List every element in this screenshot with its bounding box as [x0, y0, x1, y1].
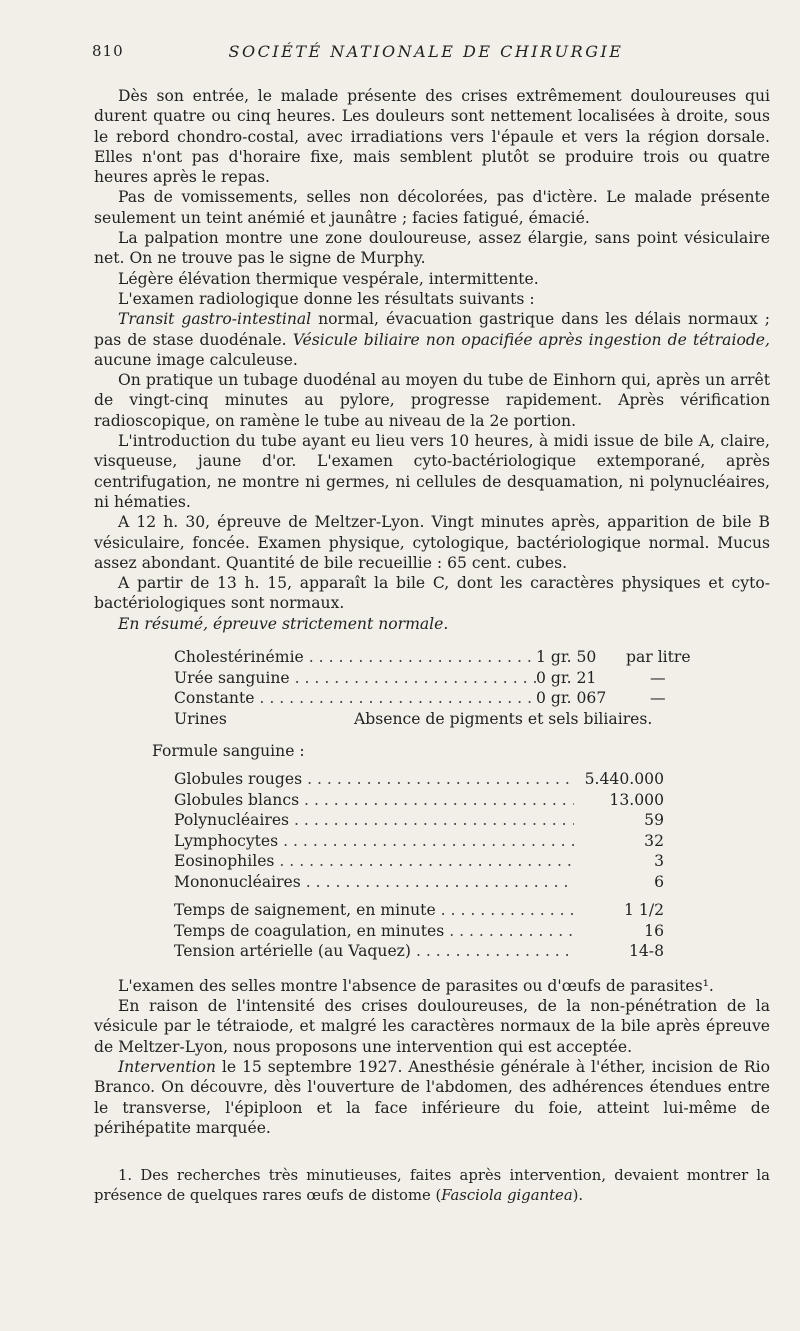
lab-label: Urines	[174, 709, 227, 728]
lab-results	[94, 647, 770, 729]
blood-label: Eosinophiles	[174, 852, 275, 871]
lab-unit: —	[650, 668, 666, 687]
blood-row	[94, 921, 770, 942]
blood-value: 1 1/2	[624, 901, 664, 920]
lab-label: Constante	[174, 689, 255, 708]
paragraph: Pas de vomissements, selles non décolorées, pas d'ictère. Le malade présente seulement un teint anémié et jaunâtre ; facies fatigué, émacié.	[94, 188, 770, 227]
blood-row	[94, 790, 770, 811]
lab-label: Urée sanguine	[174, 668, 290, 687]
blood-row	[94, 872, 770, 893]
blood-label: Temps de saignement, en minute	[174, 901, 436, 920]
paragraph: Dès son entrée, le malade présente des crises extrêmement douloureuses qui durent quatre ou cinq heures. Les douleurs sont nettement localisées à droite, sous le rebord chondro-costal, avec irradiations vers l'épaule et vers la région dorsale. Elles n'ont pas d'horaire fixe, mais semblent plutôt se produire trois ou quatre heures après le repas.	[94, 87, 770, 187]
blood-label: Polynucléaires	[174, 811, 290, 830]
blood-value: 3	[654, 852, 664, 871]
blood-label: Lymphocytes	[174, 831, 279, 850]
lab-row	[94, 688, 770, 709]
blood-value: 5.440.000	[584, 770, 664, 789]
paragraph	[94, 309, 770, 370]
lab-value: Absence de pigments et sels biliaires.	[354, 709, 653, 728]
page-number: 810	[92, 42, 124, 60]
paragraph: A 12 h. 30, épreuve de Meltzer-Lyon. Vingt minutes après, apparition de bile B vésiculaire, foncée. Examen physique, cytologique, bactériologique normal. Mucus assez abondant. Quantité de bile recueillie : 65 cent. cubes.	[94, 513, 770, 572]
blood-formula	[94, 769, 770, 962]
lab-value: 1 gr. 50	[536, 648, 597, 667]
lab-unit: —	[650, 689, 666, 708]
paragraph: Légère élévation thermique vespérale, intermittente.	[118, 269, 539, 288]
running-title: SOCIÉTÉ NATIONALE DE CHIRURGIE	[228, 42, 624, 61]
paragraph	[94, 1057, 770, 1138]
paragraph-text: aucune image calculeuse.	[94, 350, 298, 369]
blood-row	[94, 851, 770, 872]
paragraph: La palpation montre une zone douloureuse, assez élargie, sans point vésiculaire net. On ne trouve pas le signe de Murphy.	[94, 229, 770, 268]
paragraph: A partir de 13 h. 15, apparaît la bile C, dont les caractères physiques et cyto-bactériologiques sont normaux.	[94, 574, 770, 613]
blood-row	[94, 941, 770, 962]
lab-value: 0 gr. 067	[536, 689, 607, 708]
paragraph-text: normal, évacuation gastrique dans les délais normaux ; pas de stase duodénale.	[94, 310, 770, 349]
blood-label: Tension artérielle (au Vaquez)	[174, 942, 411, 961]
lab-value: 0 gr. 21	[536, 668, 597, 687]
blood-row	[94, 769, 770, 790]
footnote-text: 1. Des recherches très minutieuses, faites après intervention, devaient montrer la présence de quelques rares œufs de distome (	[94, 1167, 770, 1204]
formula-title: Formule sanguine :	[152, 742, 305, 761]
paragraph: On pratique un tubage duodénal au moyen du tube de Einhorn qui, après un arrêt de vingt-cinq minutes au pylore, progresse rapidement. Après vérification radioscopique, on ramène le tube au niveau de la 2e portion.	[94, 371, 770, 430]
lab-row	[94, 647, 770, 668]
blood-label: Mononucléaires	[174, 872, 301, 891]
italic-text: En résumé, épreuve strictement normale.	[118, 614, 449, 633]
lab-row	[94, 668, 770, 689]
blood-row	[94, 900, 770, 921]
italic-text: Intervention	[118, 1058, 216, 1076]
blood-value: 13.000	[609, 790, 664, 809]
footnote-end: ).	[572, 1187, 584, 1204]
species-name: Fasciola gigantea	[441, 1187, 573, 1204]
italic-text: Transit gastro-intestinal	[118, 310, 312, 329]
page-header	[92, 42, 720, 66]
urines-row	[94, 709, 770, 730]
blood-row	[94, 810, 770, 831]
blood-value: 16	[644, 921, 664, 940]
italic-text: Vésicule biliaire non opacifiée après ingestion de tétraiode,	[292, 330, 770, 349]
blood-value: 59	[644, 811, 664, 830]
blood-label: Globules rouges	[174, 770, 303, 789]
paragraph	[94, 614, 770, 634]
paragraph: L'examen radiologique donne les résultats suivants :	[118, 289, 535, 308]
lab-label: Cholestérinémie	[174, 648, 304, 667]
blood-value: 6	[654, 872, 664, 891]
paragraph: L'examen des selles montre l'absence de parasites ou d'œufs de parasites¹.	[118, 976, 714, 995]
paragraph-text: le 15 septembre 1927. Anesthésie générale à l'éther, incision de Rio Branco. On découvre, dès l'ouverture de l'abdomen, des adhérences étendues entre le transverse, l'épiploon et la face inférieure du foie, atteint lui-même de périhépatite marquée.	[94, 1058, 770, 1137]
blood-row	[94, 831, 770, 852]
lab-unit: par litre	[626, 648, 691, 667]
body-text	[94, 86, 770, 1138]
paragraph: L'introduction du tube ayant eu lieu vers 10 heures, à midi issue de bile A, claire, visqueuse, jaune d'or. L'examen cyto-bactériologique extemporané, après centrifugation, ne montre ni germes, ni cellules de desquamation, ni polynucléaires, ni hématies.	[94, 432, 770, 511]
paragraph: En raison de l'intensité des crises douloureuses, de la non-pénétration de la vésicule par le tétraiode, et malgré les caractères normaux de la bile après épreuve de Meltzer-Lyon, nous proposons une intervention qui est acceptée.	[94, 997, 770, 1056]
blood-value: 32	[644, 831, 664, 850]
footnote	[94, 1166, 770, 1206]
post-section	[94, 976, 770, 1138]
blood-value: 14-8	[628, 942, 664, 961]
blood-label: Temps de coagulation, en minutes	[174, 921, 445, 940]
blood-label: Globules blancs	[174, 790, 300, 809]
